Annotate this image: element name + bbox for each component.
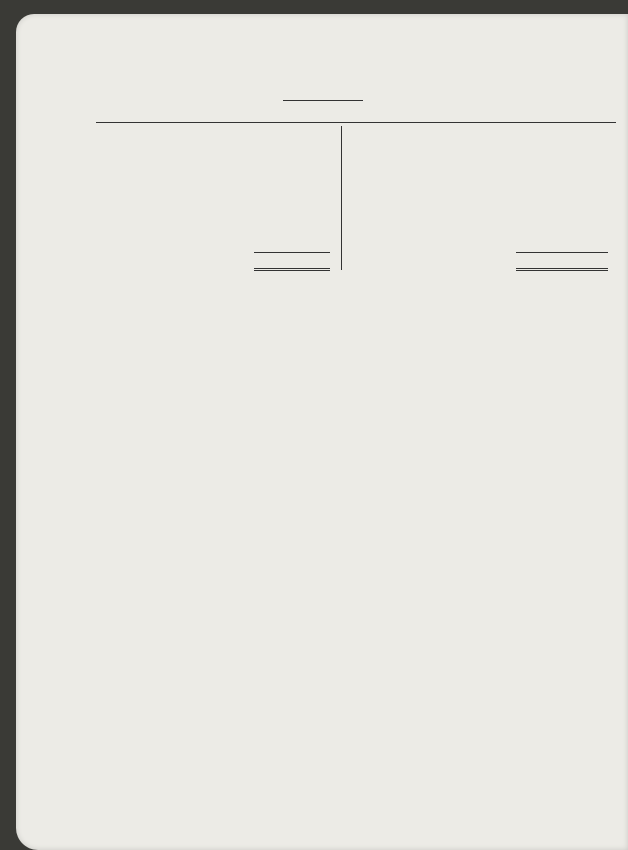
subtitle-rule [96,122,616,123]
document-page [16,14,628,850]
column-divider [341,126,342,270]
title-rule [283,100,363,101]
income-double-rule [516,270,608,271]
income-total-rule [516,252,608,253]
expenditure-total-rule [254,252,330,253]
expenditure-double-rule [254,270,330,271]
expenditure-double-rule [254,268,330,269]
income-double-rule [516,268,608,269]
